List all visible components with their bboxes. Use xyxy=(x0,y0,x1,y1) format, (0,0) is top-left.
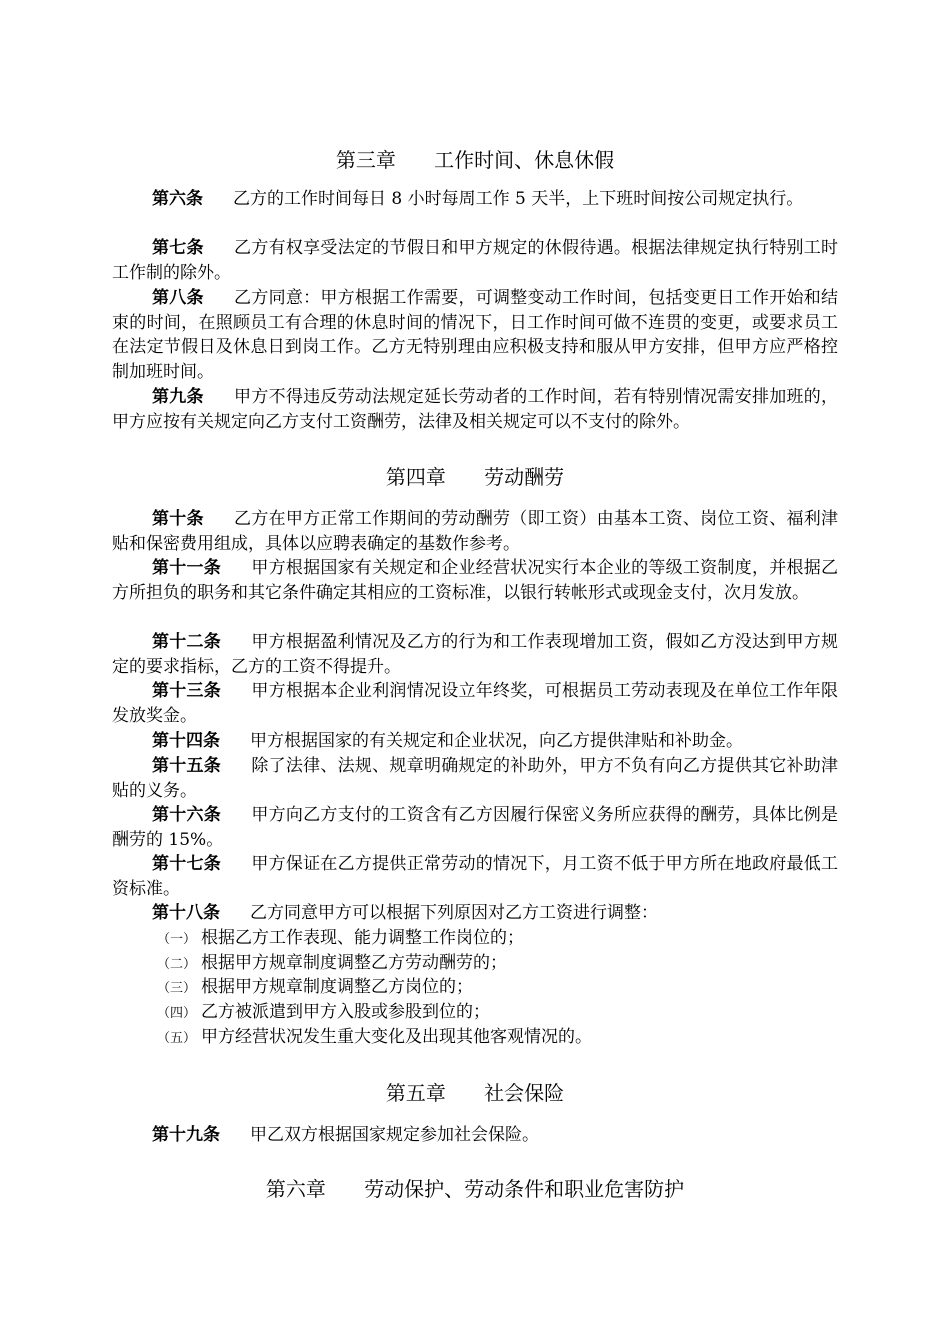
article-18 xyxy=(112,901,838,926)
article-7-label: 第七条 xyxy=(152,238,204,258)
article-6-label: 第六条 xyxy=(152,189,203,209)
list-item xyxy=(157,1000,837,1027)
article-19-text: 甲乙双方根据国家规定参加社会保险。 xyxy=(250,1125,539,1145)
list-item xyxy=(157,926,837,953)
article-8-label: 第八条 xyxy=(152,288,204,308)
article-16 xyxy=(112,803,838,852)
article-8 xyxy=(112,286,838,384)
article-12-text: 甲方根据盈利情况及乙方的行为和工作表现增加工资，假如乙方没达到甲方规定的要求指标，乙方的工资不得提升。 xyxy=(112,632,839,677)
article-17-text: 甲方保证在乙方提供正常劳动的情况下，月工资不低于甲方所在地政府最低工资标准。 xyxy=(112,854,839,899)
article-18-label: 第十八条 xyxy=(152,903,220,923)
article-19-label: 第十九条 xyxy=(152,1125,220,1145)
list-item-number: （二） xyxy=(157,957,197,972)
article-16-text: 甲方向乙方支付的工资含有乙方因履行保密义务所应获得的酬劳，具体比例是酬劳的 15%。 xyxy=(112,805,839,850)
article-10-label: 第十条 xyxy=(152,509,204,529)
list-item xyxy=(157,975,837,1002)
list-item-number: （五） xyxy=(157,1031,197,1046)
article-11 xyxy=(112,556,838,605)
article-10-text: 乙方在甲方正常工作期间的劳动酬劳（即工资）由基本工资、岗位工资、福利津贴和保密费用组成，具体以应聘表确定的基数作参考。 xyxy=(112,509,839,554)
list-item-text: 乙方被派遣到甲方入股或参股到位的； xyxy=(201,1002,490,1022)
article-15 xyxy=(112,754,838,803)
article-14-text: 甲方根据国家的有关规定和企业状况，向乙方提供津贴和补助金。 xyxy=(250,731,743,751)
article-19 xyxy=(112,1123,838,1148)
article-12-label: 第十二条 xyxy=(152,632,222,652)
list-item-text: 根据甲方规章制度调整乙方岗位的； xyxy=(201,977,473,997)
chapter-5-heading: 第五章 社会保险 xyxy=(385,1081,565,1105)
article-14 xyxy=(112,729,838,754)
article-13-text: 甲方根据本企业利润情况设立年终奖，可根据员工劳动表现及在单位工作年限发放奖金。 xyxy=(112,681,839,726)
article-11-text: 甲方根据国家有关规定和企业经营状况实行本企业的等级工资制度，并根据乙方所担负的职务和其它条件确定其相应的工资标准，以银行转帐形式或现金支付，次月发放。 xyxy=(112,558,839,603)
article-17 xyxy=(112,852,838,901)
article-15-text: 除了法律、法规、规章明确规定的补助外，甲方不负有向乙方提供其它补助津贴的义务。 xyxy=(112,756,839,801)
list-item-text: 甲方经营状况发生重大变化及出现其他客观情况的。 xyxy=(201,1027,592,1047)
article-8-text: 乙方同意：甲方根据工作需要，可调整变动工作时间，包括变更日工作开始和结束的时间，在照顾员工有合理的休息时间的情况下，日工作时间可做不连贯的变更，或要求员工在法定节假日及休息日到岗工作。乙方无特别理由应积极支持和服从甲方安排，但甲方应严格控制加班时间。 xyxy=(112,288,839,382)
article-10 xyxy=(112,507,838,556)
chapter-3-heading: 第三章 工作时间、休息休假 xyxy=(335,148,615,172)
list-item-number: （四） xyxy=(157,1006,197,1021)
article-11-label: 第十一条 xyxy=(152,558,222,578)
article-15-label: 第十五条 xyxy=(152,756,222,776)
article-13 xyxy=(112,679,838,728)
article-6-text: 乙方的工作时间每日 8 小时每周工作 5 天半，上下班时间按公司规定执行。 xyxy=(233,189,804,209)
article-16-label: 第十六条 xyxy=(152,805,222,825)
list-item xyxy=(157,1025,837,1052)
article-18-text: 乙方同意甲方可以根据下列原因对乙方工资进行调整： xyxy=(250,903,658,923)
article-7-text: 乙方有权享受法定的节假日和甲方规定的休假待遇。根据法律规定执行特别工时工作制的除外。 xyxy=(112,238,839,283)
article-6 xyxy=(112,187,838,212)
article-17-label: 第十七条 xyxy=(152,854,222,874)
article-7 xyxy=(112,236,838,285)
list-item-number: （三） xyxy=(157,981,197,996)
article-9-text: 甲方不得违反劳动法规定延长劳动者的工作时间，若有特别情况需安排加班的，甲方应按有关规定向乙方支付工资酬劳，法律及相关规定可以不支付的除外。 xyxy=(112,387,839,432)
article-14-label: 第十四条 xyxy=(152,731,220,751)
list-item-text: 根据甲方规章制度调整乙方劳动酬劳的； xyxy=(201,953,507,973)
article-13-label: 第十三条 xyxy=(152,681,222,701)
article-12 xyxy=(112,630,838,679)
chapter-4-heading: 第四章 劳动酬劳 xyxy=(385,465,565,489)
list-item xyxy=(157,951,837,978)
list-item-text: 根据乙方工作表现、能力调整工作岗位的； xyxy=(201,928,524,948)
article-9-label: 第九条 xyxy=(152,387,204,407)
list-item-number: （一） xyxy=(157,932,197,947)
article-9 xyxy=(112,385,838,434)
chapter-6-heading: 第六章 劳动保护、劳动条件和职业危害防护 xyxy=(265,1177,685,1201)
